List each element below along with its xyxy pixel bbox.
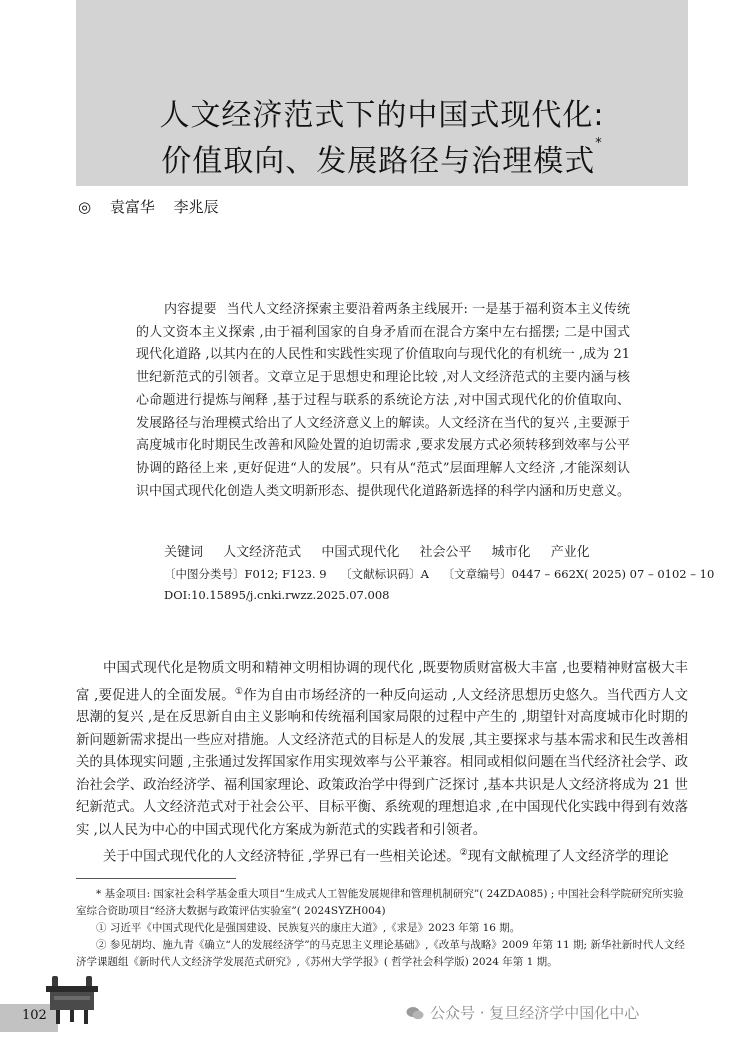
clc-code: 〔中图分类号〕F012; F123. 9: [164, 567, 327, 581]
footnote-1: ① 习近平《中国式现代化是强国建设、民族复兴的康庄大道》,《求是》2023 年第 16 期。: [96, 922, 521, 934]
paragraph-text: 现有文献梳理了人文经济学的理论: [467, 849, 669, 865]
classification-line: [164, 566, 724, 582]
article-title-line-2-text: 价值取向、发展路径与治理模式: [161, 144, 596, 179]
body-text: [76, 658, 688, 869]
keyword: 城市化: [491, 545, 531, 560]
wechat-icon: [406, 1006, 424, 1020]
article-title-line-2: [76, 136, 688, 180]
abstract-text: 当代人文经济探索主要沿着两条主线展开: 一是基于福利资本主义传统的人文资本主义探索 ,由于福利国家的自身矛盾而在混合方案中左右摇摆; 二是中国式现代化道路 ,以其内在的人民性和实践性实现了价值取向与现代化的有机统一 ,成为 21 世纪新范式的引领者。文章立足于思想史和理论比较 ,对人文经济范式的主要内涵与核心命题进行提炼与阐释 ,基于过程与联系的系统论方法 ,对中国式现代化的价值取向、发展路径与治理模式给出了人文经济意义上的解读。人文经济在当代的复兴 ,主要源于高度城市化时期民生改善和风险处置的迫切需求 ,要求发展方式必须转移到效率与公平协调的路径上来 ,更好促进“人的发展”。只有从“范式”层面理解人文经济 ,才能深刻认识中国式现代化创造人类文明新形态、提供现代化道路新选择的科学内涵和历史意义。: [136, 302, 631, 499]
keyword: 人文经济范式: [223, 545, 302, 560]
footnotes: [76, 886, 688, 971]
footnote-ref[interactable]: ①: [234, 686, 244, 697]
body-paragraph: [76, 842, 688, 869]
watermark-text: 公众号 · 复旦经济学中国化中心: [430, 1004, 640, 1022]
author-line: [78, 196, 233, 217]
abstract-label: 内容提要: [164, 302, 217, 317]
ding-vessel-icon: [40, 972, 104, 1026]
paragraph-text: 中国式现代化是物质文明和精神文明相协调的现代化 ,既要物质财富极大丰富 ,也要精神财富极大丰富 ,要促进人的全面发展。: [76, 661, 688, 703]
footnote-ref[interactable]: ②: [459, 848, 468, 859]
page-number: 102: [22, 1008, 47, 1023]
article-title-line-1: 人文经济范式下的中国式现代化:: [159, 98, 605, 133]
keyword: 中国式现代化: [321, 545, 400, 560]
paragraph-text: 关于中国式现代化的人文经济特征 ,学界已有一些相关论述。: [103, 849, 460, 865]
body-paragraph: [76, 658, 688, 842]
author-name: 李兆辰: [173, 198, 219, 216]
article-number: 〔文章编号〕0447 – 662X( 2025) 07 – 0102 – 10: [442, 567, 715, 581]
title-footnote-marker: *: [595, 136, 603, 151]
keywords: [164, 541, 606, 560]
watermark: [406, 1002, 639, 1023]
footnote-fund: * 基金项目: 国家社会科学基金重大项目“生成式人工智能发展规律和管理机制研究”( 24ZDA085) ; 中国社会科学院研究所实验室综合资助项目“经济大数据与政策评估实验室”( 2024SYZH004): [76, 888, 684, 917]
author-name: 袁富华: [109, 198, 155, 216]
keywords-label: 关键词: [164, 545, 204, 560]
document-code: 〔文献标识码〕A: [340, 567, 429, 581]
title-band: [76, 0, 688, 186]
keyword: 产业化: [550, 545, 590, 560]
abstract: [136, 299, 630, 503]
keyword: 社会公平: [419, 545, 472, 560]
footnote-2: ② 参见胡均、施九青《确立“人的发展经济学”的马克思主义理论基础》,《改革与战略》2009 年第 11 期; 新华社新时代人文经济学课题组《新时代人文经济学发展范式研究》,《苏州大学学报》( 哲学社会科学版) 2024 年第 1 期。: [76, 939, 685, 968]
author-symbol: ◎: [78, 198, 92, 216]
footnote-rule: [76, 878, 236, 879]
paragraph-text: 作为自由市场经济的一种反向运动 ,人文经济思想历史悠久。当代西方人文思潮的复兴 ,是在反思新自由主义影响和传统福利国家局限的过程中产生的 ,期望针对高度城市化时期的新问题新需求提出一些应对措施。人文经济范式的目标是人的发展 ,其主要探求与基本需求和民生改善相关的具体现实问题 ,主张通过发挥国家作用实现效率与公平兼容。相同或相似问题在当代经济社会学、政治社会学、政治经济学、福利国家理论、政策政治学中得到广泛探讨 ,基本共识是人文经济将成为 21 世纪新范式。人文经济范式对于社会公平、目标平衡、系统观的理想追求 ,在中国现代化实践中得到有效落实 ,以人民为中心的中国式现代化方案成为新范式的实践者和引领者。: [76, 687, 689, 838]
doi-line: DOI:10.15895/j.cnki.rwzz.2025.07.008: [164, 588, 390, 602]
